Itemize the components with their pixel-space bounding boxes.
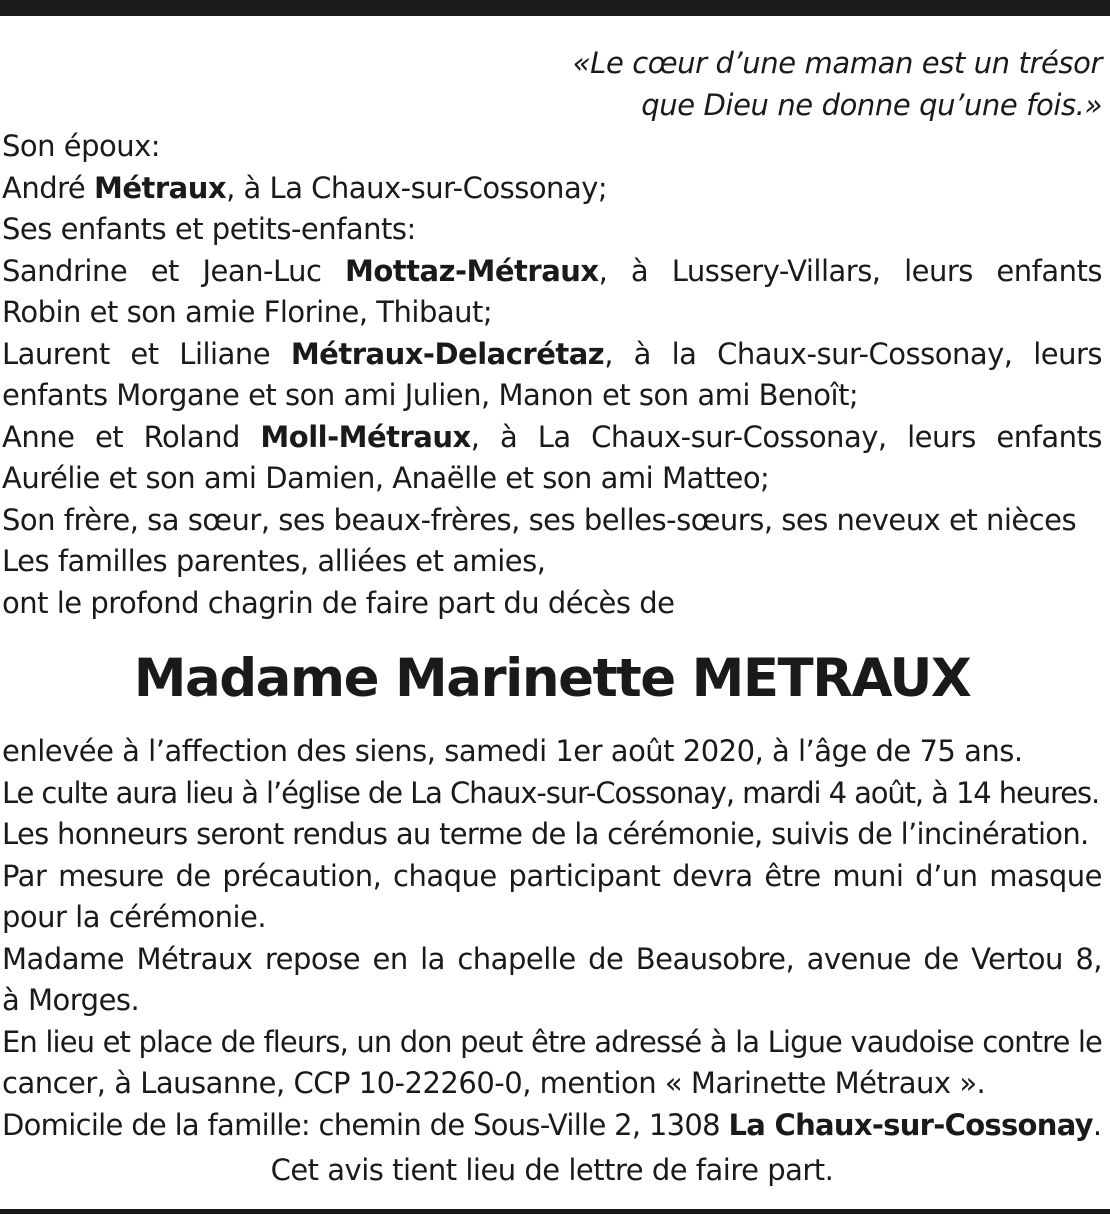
closing-note: Cet avis tient lieu de lettre de faire part. (270, 1153, 834, 1187)
donation-notice (2, 1022, 1102, 1105)
child-3-first-names: Anne et Roland (2, 419, 261, 454)
spouse-first-name: André (2, 170, 94, 205)
child-3-place: , à La Chaux-sur-Cossonay, leurs enfants (470, 419, 1102, 454)
address-suffix: . (1092, 1107, 1102, 1142)
service-line: Le culte aura lieu à l’église de La Chaux-sur-Cossonay, mardi 4 août, à 14 heures. (2, 775, 1100, 810)
deceased-name: Madame Marinette METRAUX (133, 648, 971, 709)
bottom-border-rule (0, 1209, 1110, 1214)
child-1-first-names: Sandrine et Jean-Luc (2, 253, 346, 288)
top-border-rule (0, 0, 1110, 16)
rest-line-1: Madame Métraux repose en la chapelle de Beausobre, avenue de Vertou 8, (2, 941, 1102, 976)
mask-line-2: pour la cérémonie. (2, 900, 267, 934)
mask-notice (2, 856, 1102, 939)
honours-line: Les honneurs seront rendus au terme de la cérémonie, suivis de l’incinération. (2, 817, 1089, 851)
child-2-line-1 (2, 334, 1102, 376)
address-prefix: Domicile de la famille: chemin de Sous-Ville 2, 1308 (2, 1107, 729, 1142)
spouse-entry (2, 168, 1102, 210)
quote-line-1: «Le cœur d’une maman est un trésor (572, 46, 1102, 80)
child-2-place: , à la Chaux-sur-Cossonay, leurs (604, 336, 1103, 371)
announcement-line: ont le profond chagrin de faire part du décès de (2, 585, 675, 620)
child-2-line-2: enfants Morgane et son ami Julien, Manon et son ami Benoît; (2, 378, 859, 412)
child-1-line-1 (2, 251, 1102, 293)
families-line: Les familles parentes, alliées et amies, (2, 544, 546, 578)
family-address (2, 1105, 1102, 1147)
child-2-surname: Métraux-Delacrétaz (290, 336, 605, 371)
child-1-place: , à Lussery-Villars, leurs enfants (598, 253, 1102, 288)
address-town: La Chaux-sur-Cossonay (728, 1107, 1093, 1142)
passing-line: enlevée à l’affection des siens, samedi 1er août 2020, à l’âge de 75 ans. (2, 734, 1023, 768)
donation-line-2: cancer, à Lausanne, CCP 10-22260-0, mention « Marinette Métraux ». (2, 1066, 986, 1100)
mask-line-1: Par mesure de précaution, chaque participant devra être muni d’un masque (2, 858, 1102, 893)
child-entry-3 (2, 417, 1102, 500)
family-list (2, 126, 1102, 624)
obituary-notice (2, 42, 1102, 1192)
epigraph-quote (2, 42, 1102, 126)
siblings-line: Son frère, sa sœur, ses beaux-frères, ses belles-sœurs, ses neveux et nièces (2, 502, 1077, 537)
spouse-heading: Son époux: (2, 129, 161, 163)
child-1-line-2: Robin et son amie Florine, Thibaut; (2, 295, 493, 329)
children-heading: Ses enfants et petits-enfants: (2, 212, 416, 246)
child-2-first-names: Laurent et Liliane (2, 336, 291, 371)
child-1-surname: Mottaz-Métraux (345, 253, 599, 288)
ceremony-details (2, 731, 1102, 1146)
donation-line-1: En lieu et place de fleurs, un don peut être adressé à la Ligue vaudoise contre le (2, 1024, 1102, 1059)
child-3-surname: Moll-Métraux (260, 419, 471, 454)
rest-line-2: à Morges. (2, 983, 140, 1017)
resting-place (2, 939, 1102, 1022)
child-entry-1 (2, 251, 1102, 334)
spouse-place: , à La Chaux-sur-Cossonay; (226, 170, 608, 205)
quote-line-2: que Dieu ne donne qu’une fois.» (641, 88, 1102, 122)
spouse-surname: Métraux (93, 170, 227, 205)
child-entry-2 (2, 334, 1102, 417)
child-3-line-1 (2, 417, 1102, 459)
child-3-line-2: Aurélie et son ami Damien, Anaëlle et son ami Matteo; (2, 461, 770, 495)
